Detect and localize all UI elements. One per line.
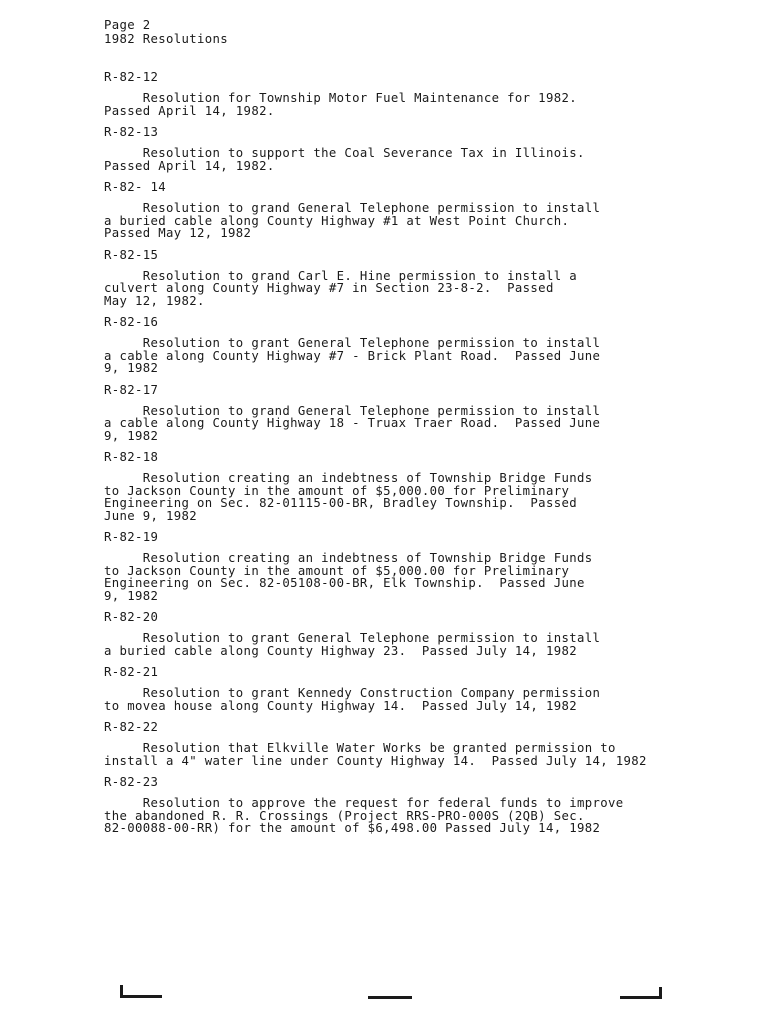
resolution-text: Resolution creating an indebtness of Township Bridge Funds to Jackson County in the amount of $5,000.00 for Preliminary Engineering on Sec. 82-01115-00-BR, Bradley Township. Passed June 9, 1982 [104, 471, 593, 523]
resolution-text: Resolution to support the Coal Severance Tax in Illinois. Passed April 14, 1982. [104, 146, 585, 173]
resolution-number: R-82-23 [104, 775, 159, 789]
resolution-entry [104, 720, 744, 767]
resolution-entry [104, 70, 744, 117]
scan-mark-right-tick [659, 987, 662, 998]
resolution-number: R-82-17 [104, 382, 159, 397]
resolution-text: Resolution to approve the request for federal funds to improve the abandoned R. R. Crossings (Project RRS-PRO-000S (2QB) Sec. 82-00088-00-RR) for the amount of $6,498.00 Passed July 14, 1982 [104, 796, 624, 835]
resolution-number: R-82-15 [104, 247, 159, 262]
resolution-text: Resolution to grand General Telephone permission to install a buried cable along County Highway #1 at West Point Church. Passed May 12, 1982 [104, 201, 601, 240]
resolution-text: Resolution to grant General Telephone permission to install a buried cable along County Highway 23. Passed July 14, 1982 [104, 631, 601, 658]
resolution-text: Resolution to grand Carl E. Hine permission to install a culvert along County Highway #7 in Section 23-8-2. Passed May 12, 1982. [104, 268, 577, 308]
resolution-number: R-82-21 [104, 665, 159, 679]
resolution-entry [104, 530, 744, 602]
resolution-text: Resolution to grant Kennedy Construction Company permission to movea house along County Highway 14. Passed July 14, 1982 [104, 686, 601, 713]
resolution-number: R-82-20 [104, 610, 159, 624]
resolution-entry [104, 180, 744, 240]
resolution-entry [104, 125, 744, 172]
resolution-number: R-82-19 [104, 530, 159, 544]
scan-mark-center [368, 996, 412, 999]
resolution-number: R-82-22 [104, 720, 159, 734]
resolution-text: Resolution to grand General Telephone permission to install a cable along County Highway 18 - Truax Traer Road. Passed June 9, 1982 [104, 403, 601, 443]
resolution-number: R-82-18 [104, 450, 159, 464]
resolution-text: Resolution creating an indebtness of Township Bridge Funds to Jackson County in the amount of $5,000.00 for Preliminary Engineering on Sec. 82-05108-00-BR, Elk Township. Passed June 9, 1982 [104, 551, 593, 603]
resolution-entry [104, 610, 744, 657]
resolution-number: R-82-13 [104, 125, 159, 139]
resolution-entry [104, 383, 744, 443]
resolutions-list [104, 70, 744, 835]
resolution-entry [104, 248, 744, 308]
resolution-entry [104, 775, 744, 835]
scan-mark-right [620, 996, 662, 999]
page-label: Page 2 [104, 18, 151, 32]
resolution-text: Resolution for Township Motor Fuel Maintenance for 1982. Passed April 14, 1982. [104, 91, 577, 118]
resolution-number: R-82-16 [104, 315, 159, 329]
resolution-text: Resolution to grant General Telephone permission to install a cable along County Highway #7 - Brick Plant Road. Passed June 9, 1982 [104, 336, 601, 375]
scan-mark-left [120, 995, 162, 998]
resolution-entry [104, 315, 744, 375]
resolution-number: R-82- 14 [104, 180, 167, 194]
resolution-entry [104, 665, 744, 712]
document-page [104, 18, 744, 843]
document-title: 1982 Resolutions [104, 32, 229, 46]
resolution-text: Resolution that Elkville Water Works be granted permission to install a 4" water line under County Highway 14. Passed July 14, 1982 [104, 741, 647, 768]
resolution-number: R-82-12 [104, 70, 159, 84]
resolution-entry [104, 450, 744, 522]
